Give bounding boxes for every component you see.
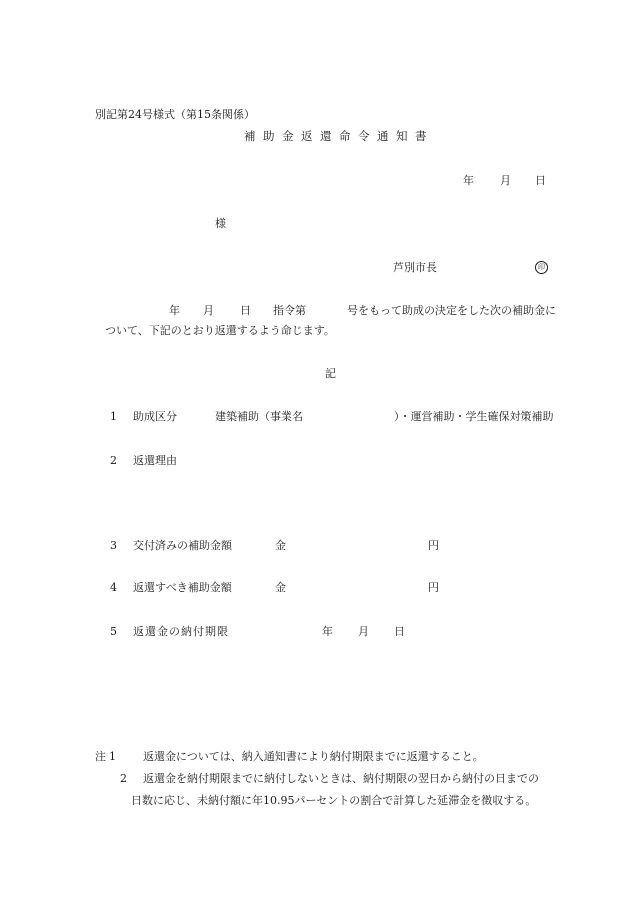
item-5-month: 月 bbox=[358, 625, 369, 638]
item-3-label: 交付済みの補助金額 bbox=[133, 539, 232, 552]
item-1-label: 助成区分 bbox=[133, 410, 177, 423]
document-title: 補助金返還命令通知書 bbox=[244, 129, 434, 143]
item-1-number: 1 bbox=[110, 410, 117, 423]
ki-heading: 記 bbox=[325, 367, 336, 380]
item-4-yen: 円 bbox=[428, 581, 439, 594]
item-5-number: 5 bbox=[110, 625, 117, 638]
form-label: 別記第24号様式（第15条関係） bbox=[95, 108, 255, 121]
item-3-yen: 円 bbox=[428, 539, 439, 552]
body-order-label: 指令第 bbox=[273, 304, 306, 317]
note-1-text: 返還金については、納入通知書により納付期限までに返還すること。 bbox=[143, 750, 484, 763]
note-2-line-1: 返還金を納付期限までに納付しないときは、納付期限の翌日から納付の日までの bbox=[143, 772, 539, 785]
date-day-label: 日 bbox=[535, 174, 546, 187]
item-4-label: 返還すべき補助金額 bbox=[133, 581, 232, 594]
item-2-number: 2 bbox=[110, 454, 117, 467]
item-4-number: 4 bbox=[110, 581, 117, 594]
addressee-honorific: 様 bbox=[215, 217, 226, 230]
seal-mark: 印 bbox=[535, 261, 548, 274]
body-line1-text: 号をもって助成の決定をした次の補助金に bbox=[347, 304, 556, 317]
item-5-label: 返還金の納付期限 bbox=[133, 625, 229, 638]
note-1-number: 1 bbox=[109, 750, 116, 763]
item-1-value-a: 建築補助（事業名 bbox=[215, 410, 303, 423]
date-month-label: 月 bbox=[500, 174, 511, 187]
item-3-kin: 金 bbox=[275, 539, 286, 552]
item-1-value-b: ）・運営補助・学生確保対策補助 bbox=[394, 410, 554, 423]
body-day-label: 日 bbox=[240, 304, 251, 317]
date-year-label: 年 bbox=[463, 174, 474, 187]
item-5-day: 日 bbox=[394, 625, 405, 638]
note-2-number: 2 bbox=[120, 772, 127, 785]
sender-name: 芦別市長 bbox=[393, 261, 437, 274]
item-3-number: 3 bbox=[110, 539, 117, 552]
item-4-kin: 金 bbox=[275, 581, 286, 594]
item-5-year: 年 bbox=[322, 625, 333, 638]
item-2-label: 返還理由 bbox=[133, 454, 177, 467]
body-month-label: 月 bbox=[203, 304, 214, 317]
body-year-label: 年 bbox=[169, 304, 180, 317]
body-line2-text: ついて、下記のとおり返還するよう命じます。 bbox=[105, 324, 335, 337]
note-2-line-2: 日数に応じ、未納付額に年10.95パーセントの割合で計算した延滞金を徴収する。 bbox=[131, 794, 537, 807]
notes-prefix: 注 bbox=[95, 750, 106, 763]
